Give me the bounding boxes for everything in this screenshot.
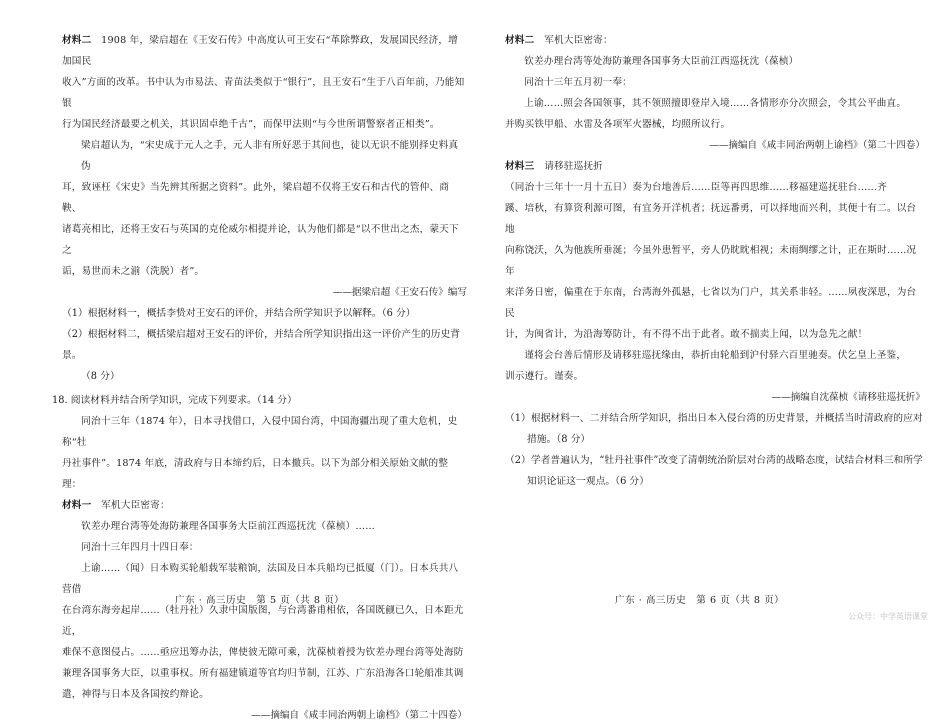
text-line: 行为国民经济最要之机关，其识固卓绝千古”，而保甲法则“与今世所谓警察者正相类”。 [62, 119, 440, 130]
question-18-2: （2）学者普遍认为，“牡丹社事件”改变了清朝统治阶层对台湾的战略态度，试结合材料三和所学 [505, 455, 923, 466]
question-18-2-cont: 知识论证这一观点。（6 分） [527, 476, 650, 487]
question-18-block [52, 390, 467, 726]
material-3-heading [505, 156, 925, 177]
material-2-source: ——据梁启超《王安石传》编写 [332, 287, 467, 298]
text-line: 钦差办理台湾等处海防兼理各国事务大臣前江西巡抚沈（葆桢）…… [81, 521, 375, 532]
material-3-source: ——摘编自沈葆桢《请移驻巡抚折》 [771, 392, 925, 403]
material-1-label: 材料一 [62, 500, 92, 511]
material-2-paragraph-2 [62, 135, 467, 177]
question-18-1: （1）根据材料一、二并结合所学知识，指出日本入侵台湾的历史背景，并概括当时清政府的应对 [505, 413, 923, 424]
material-2-heading [505, 30, 925, 51]
text-line: 1908 年，梁启超在《王安石传》中高度认可王安石“革除弊政，发展国民经济，增加国民 [62, 35, 458, 67]
text-line: 训示遵行。谨奏。 [505, 371, 584, 382]
material-2-paragraph-1 [62, 30, 467, 135]
material-2-label: 材料二 [62, 35, 92, 46]
text-line: 上谕……（闻）日本购买轮船载军装粮饷，法国及日本兵船均已抵厦（门）。日本兵共八营借 [62, 563, 459, 595]
text-line: 向称饶沃，久为他族所垂涎；今虽外患暂平，旁人仍眈眈相视；未雨绸缪之计，正在斯时……况年 [505, 245, 917, 277]
text-line: 钦差办理台湾等处海防兼理各国事务大臣前江西巡抚沈（葆桢） [524, 56, 799, 67]
question-18-intro-cont: 丹社事件”。1874 年底，清政府与日本缔约后，日本撤兵。以下为部分相关原始文献的整理： [62, 458, 449, 490]
text-line: 来洋务日密，偏重在于东南，台湾海外孤悬，七省以为门户，其关系非轻。……夙夜深思，为台民 [505, 287, 917, 319]
material-1-title: 军机大臣密寄： [101, 500, 170, 511]
question-2: （2）根据材料二，概括梁启超对王安石的评价，并结合所学知识指出这一评价产生的历史背景。 [62, 329, 461, 361]
text-line: 蹊、培秋，有算资利源可图，有宜务开洋机者；抚远番勇，可以择地而兴利，其便十有二。以台地 [505, 203, 917, 235]
text-line: 遣，神得与日本及各国按约辩论。 [62, 689, 209, 700]
text-line: 并购买铁甲船、水雷及各项军火器械，均照所议行。 [505, 119, 731, 130]
material-3-title: 请移驻巡抚折 [544, 161, 603, 172]
text-line: 在台湾东海旁起岸……（牡丹社）久隶中国版图，与台湾番甫相依，各国既觎已久，日本距尤近， [62, 605, 464, 637]
material-3-label: 材料三 [505, 161, 535, 172]
text-line: 同治十三年四月十四日奉： [81, 542, 199, 553]
question-18-1-cont: 措施。（8 分） [527, 434, 591, 445]
text-line: 计，为闽省计，为沿海筹防计，有不得不出于此者。敢不揣卖上闻，以为急先之献！ [505, 329, 868, 340]
text-line: 兼理各国事务大臣，以重事权。所有福建镇道等官均归节制，江苏、广东沿海各口轮船准其调 [62, 668, 464, 679]
page-5 [0, 0, 475, 721]
material-2-source: ——摘编自《咸丰同治两朝上谕档》（第二十四卷） [709, 140, 925, 151]
question-2-score: （8 分） [81, 371, 120, 382]
material-2-label: 材料二 [505, 35, 535, 46]
material-2-right-block [505, 30, 925, 492]
text-line: 同治十三年（1874 年），日本寻找借口，入侵中国台湾，中国海疆出现了重大危机，史称“牡 [62, 416, 458, 448]
page-footer: 广东 · 高三历史 第 6 页（共 8 页） [615, 595, 785, 606]
text-line: 诟，易世而未之湔（洗脱）者”。 [62, 266, 205, 277]
text-line: 梁启超认为，“宋史成于元人之手，元人非有所好恶于其间也，徒以无识不能别择史料真伪 [81, 140, 459, 172]
text-line: 收入”方面的改革。书中认为市易法、青苗法类似于“银行”，且王安石“生于八百年前，乃能知银 [62, 77, 465, 109]
material-2-paragraph-2-cont [62, 177, 467, 282]
page-footer: 广东 · 高三历史 第 5 页（共 8 页） [175, 595, 345, 606]
text-line: 上谕……照会各国领事，其不领照擅即登岸入境……各情形亦分次照会，令其公平曲直。 [524, 98, 907, 109]
question-18-intro [62, 411, 467, 453]
material-2-block [62, 30, 467, 387]
watermark: 公众号：中学英语课堂 [848, 612, 928, 621]
material-1-heading [62, 495, 467, 516]
question-1: （1）根据材料一，概括李贽对王安石的评价，并结合所学知识予以解释。（6 分） [62, 308, 416, 319]
text-line: 诸葛亮相比，还将王安石与英国的克伦威尔相提并论，认为他们都是“以不世出之杰，蒙天下之 [62, 224, 459, 256]
material-1-source: ——摘编自《咸丰同治两朝上谕档》（第二十四卷） [251, 710, 467, 721]
text-line: 谨将会台善后情形及请移驻巡抚缘由，恭折由轮船到沪付驿六百里驰奏。伏乞皇上圣鉴， [524, 350, 907, 361]
page-6 [475, 0, 950, 631]
text-line: （同治十三年十一月十五日）奏为台地善后……臣等再四思维……移福建巡抚驻台……齐 [505, 182, 887, 193]
text-line: 耳，致诬枉《宋史》当先辨其所据之资料”。此外，梁启超不仅将王安石和古代的管仲、商鞅、 [62, 182, 450, 214]
text-line: 同治十三年五月初一奉： [524, 77, 632, 88]
material-2-title: 军机大臣密寄： [544, 35, 613, 46]
text-line: 难保不意图侵占。……亟应迅筹办法，俾使彼无隙可乘，沈葆桢着授为钦差办理台湾等处海防 [62, 647, 464, 658]
question-18-header: 18. 阅读材料并结合所学知识，完成下列要求。（14 分） [52, 395, 297, 406]
